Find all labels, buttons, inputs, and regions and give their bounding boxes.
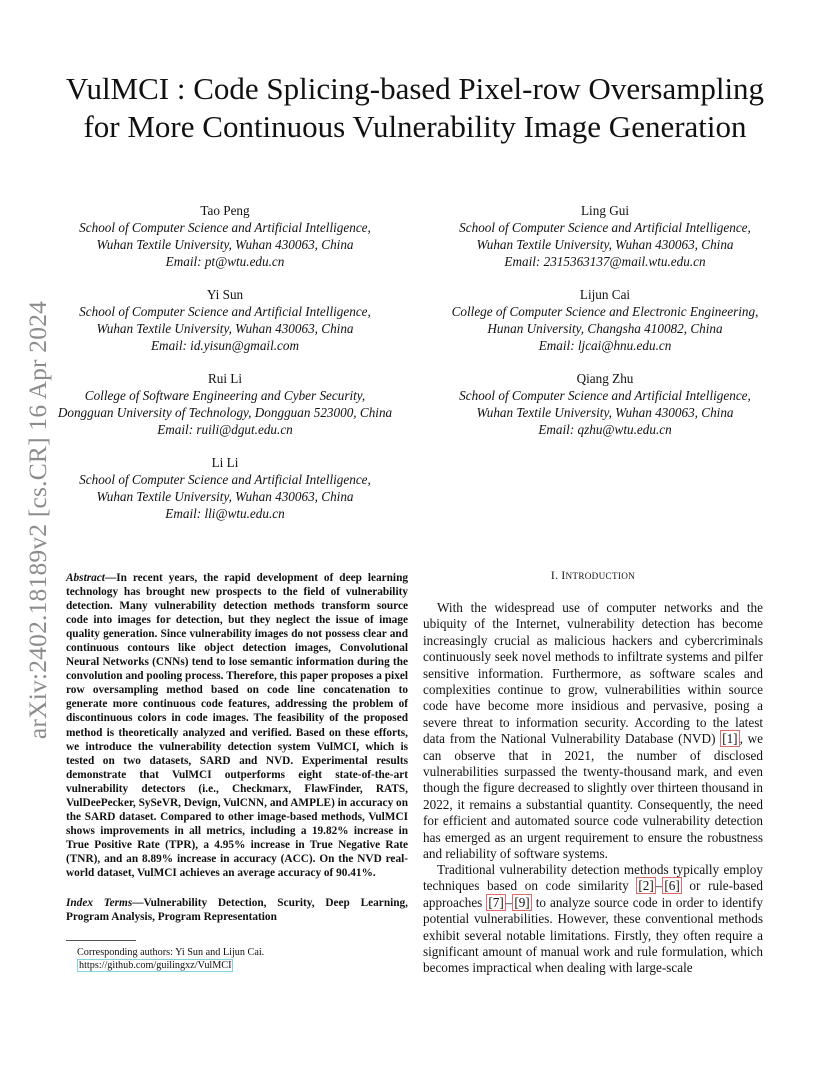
author-name: Lijun Cai [579,287,631,302]
author-affiliation: College of Computer Science and Electronic Engineering, [451,304,759,319]
author-affiliation: School of Computer Science and Artificial Intelligence, [79,304,371,319]
author-block-qiang-zhu [425,370,785,438]
index-terms-lead: Index Terms [66,897,133,909]
author-affiliation: Wuhan Textile University, Wuhan 430063, China [476,237,734,252]
index-terms-text: —Vulnerability Detection, Scurity, Deep Learning, Program Analysis, Program Representation [66,897,408,924]
author-affiliation: College of Software Engineering and Cyber Security, [84,388,366,403]
author-email: Email: 2315363137@mail.wtu.edu.cn [504,254,706,269]
section-number: I. I [550,570,566,582]
author-name: Qiang Zhu [576,371,634,386]
abstract-lead: Abstract [66,572,105,584]
footnote [77,946,264,972]
author-block-tao-peng [45,202,405,270]
author-name: Rui Li [207,371,243,386]
arxiv-stamp-text: arXiv:2402.18189v2 [cs.CR] 16 Apr 2024 [23,300,52,740]
author-email: Email: pt@wtu.edu.cn [165,254,285,269]
author-affiliation: School of Computer Science and Artificial Intelligence, [459,220,751,235]
author-name: Yi Sun [206,287,244,302]
citation-link[interactable]: [6] [664,878,680,894]
author-block-yi-sun [45,286,405,354]
citation-link[interactable]: [2] [638,878,654,894]
index-terms [66,896,408,924]
paragraph-text: or rule-based approaches [423,878,764,910]
author-email: Email: qzhu@wtu.edu.cn [538,422,672,437]
paragraph-text: to analyze source code in order to identify potential vulnerabilities. However, these conventional methods exhibit several notable limitations. Firstly, they often require a significant amount of manual work and rule formulation, which becomes impractical when dealing with large-scale [423,894,763,976]
author-email: Email: ljcai@hnu.edu.cn [538,338,672,353]
author-affiliation: Wuhan Textile University, Wuhan 430063, China [96,489,354,504]
paper-title: VulMCI : Code Splicing-based Pixel-row Oversampling for More Continuous Vulnerability Image Generation [65,71,765,144]
author-name: Ling Gui [581,203,629,218]
author-affiliation: School of Computer Science and Artificial Intelligence, [79,472,371,487]
abstract [66,571,408,880]
author-email: Email: id.yisun@gmail.com [150,338,300,353]
paragraph-text: – [505,894,513,910]
abstract-text: —In recent years, the rapid development of deep learning technology has brought new prospects to the field of vulnerability detection. Many vulnerability detection methods transform source code into images for detection, but they neglect the issue of image quality generation. Since vulnerability images do not possess clear and continuous contours like object detection images, Convolutional Neural Networks (CNNs) tend to lose semantic information during the convolution and pooling process. Therefore, this paper proposes a pixel row oversampling method based on code line concatenation to generate more continuous code features, addressing the problem of discontinuous colors in code images. The feasibility of the proposed method is theoretically analyzed and verified. Based on these efforts, we introduce the vulnerability detection system VulMCI, which is tested on two datasets, SARD and NVD. Experimental results demonstrate that VulMCI outperforms eight state-of-the-art vulnerability detectors (i.e., Checkmarx, FlawFinder, RATS, VulDeePecker, SySeVR, Devign, VulCNN, and AMPLE) in accuracy on the SARD dataset. Compared to other image-based methods, VulMCI shows improvements in all metrics, including a 19.82% increase in True Positive Rate (TPR), a 4.95% increase in True Negative Rate (TNR), and an 8.89% increase in accuracy (ACC). On the NVD real-world dataset, VulMCI achieves an average accuracy of 90.41%. [66,572,408,879]
author-affiliation: Wuhan Textile University, Wuhan 430063, China [96,321,354,336]
citation-link[interactable]: [1] [722,731,738,747]
author-name: Tao Peng [200,203,250,218]
paragraph-text: , we can observe that in 2021, the number of disclosed vulnerabilities surpassed the twenty-thousand mark, and even though the figure decreased to slightly over thirteen thousand in 2022, it remains a substantial quantity. Consequently, the need for efficient and automated source code vulnerability detection has emerged as an urgent requirement to ensure the robustness and reliability of software systems. [423,731,763,862]
section-heading-introduction [423,570,763,582]
author-block-li-li [45,454,405,522]
author-affiliation: School of Computer Science and Artificial Intelligence, [459,388,751,403]
author-email: Email: ruili@dgut.edu.cn [157,422,293,437]
author-affiliation: School of Computer Science and Artificial Intelligence, [79,220,371,235]
citation-link[interactable]: [9] [514,894,530,910]
paragraph-text: Traditional vulnerability detection methods typically employ techniques based on code similarity [423,862,763,894]
author-block-lijun-cai [425,286,785,354]
author-affiliation: Wuhan Textile University, Wuhan 430063, China [476,405,734,420]
footnote-divider [66,940,136,941]
github-link[interactable]: https://github.com/guilingxz/VulMCI [79,960,232,971]
author-name: Li Li [211,455,239,470]
author-block-rui-li [45,370,405,438]
author-affiliation: Hunan University, Changsha 410082, China [487,321,723,336]
author-affiliation: Dongguan University of Technology, Dongguan 523000, China [57,405,393,420]
paragraph-text: – [655,878,663,894]
author-email: Email: lli@wtu.edu.cn [165,506,285,521]
footnote-corresponding: Corresponding authors: Yi Sun and Lijun Cai. [77,947,265,958]
paragraph-text: With the widespread use of computer networks and the ubiquity of the Internet, vulnerability detection has become increasingly crucial as malicious hackers and cybercriminals continuously seek novel methods to infiltrate systems and pilfer sensitive information. Furthermore, as software scales and complexities continue to grow, vulnerabilities within source code have become more insidious and pervasive, posing a severe threat to information security. According to the latest data from the National Vulnerability Database (NVD) [423,600,763,747]
author-affiliation: Wuhan Textile University, Wuhan 430063, China [96,237,354,252]
section-title: NTRODUCTION [565,571,636,581]
intro-paragraph-1 [423,600,763,863]
intro-paragraph-2 [423,862,763,977]
citation-link[interactable]: [7] [488,894,504,910]
author-block-ling-gui [425,202,785,270]
